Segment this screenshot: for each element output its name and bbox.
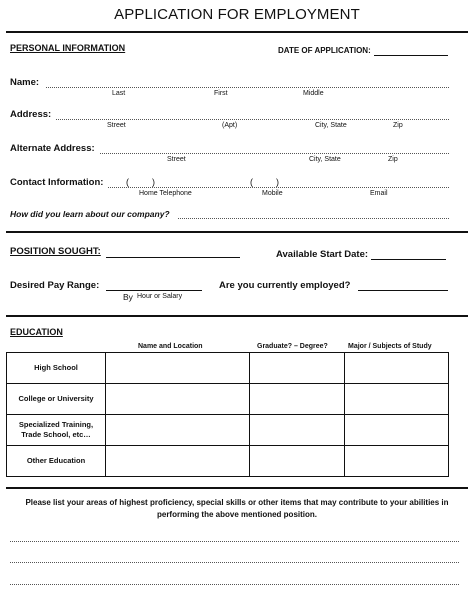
contact-info-label: Contact Information: xyxy=(10,177,104,188)
edu-cell-graduate-degree[interactable] xyxy=(250,446,345,477)
edu-cell-name-location[interactable] xyxy=(106,415,250,446)
skills-line-1[interactable] xyxy=(10,541,459,542)
desired-pay-range-field[interactable] xyxy=(106,290,202,291)
alt-address-sub-street: Street xyxy=(167,156,186,163)
available-start-date-field[interactable] xyxy=(371,259,446,260)
available-start-date-label: Available Start Date: xyxy=(276,249,369,260)
home-phone-area-close: ) xyxy=(152,177,155,187)
name-sub-middle: Middle xyxy=(303,90,324,97)
alternate-address-field[interactable] xyxy=(100,153,449,154)
desired-pay-range-label: Desired Pay Range: xyxy=(10,280,100,291)
contact-sub-mobile: Mobile xyxy=(262,190,283,197)
alt-address-sub-zip: Zip xyxy=(388,156,398,163)
referral-question: How did you learn about our company? xyxy=(10,209,170,219)
edu-row-label: High School xyxy=(7,353,106,384)
edu-cell-major-subjects[interactable] xyxy=(345,415,449,446)
address-sub-zip: Zip xyxy=(393,122,403,129)
education-heading: EDUCATION xyxy=(10,327,63,337)
position-sought-label: POSITION SOUGHT: xyxy=(10,246,101,257)
edu-cell-major-subjects[interactable] xyxy=(345,446,449,477)
address-field[interactable] xyxy=(56,119,449,120)
referral-field[interactable] xyxy=(178,218,449,219)
skills-line-3[interactable] xyxy=(10,584,459,585)
alternate-address-label: Alternate Address: xyxy=(10,143,95,154)
date-of-application-label: DATE OF APPLICATION: xyxy=(278,46,371,55)
address-sub-street: Street xyxy=(107,122,126,129)
section-divider-2 xyxy=(6,315,468,317)
table-row xyxy=(7,384,449,415)
mobile-area-open: ( xyxy=(250,177,253,187)
edu-cell-graduate-degree[interactable] xyxy=(250,384,345,415)
edu-row-label: College or University xyxy=(7,384,106,415)
currently-employed-field[interactable] xyxy=(358,290,448,291)
edu-row-label: Specialized Training, Trade School, etc… xyxy=(7,415,106,446)
position-sought-field[interactable] xyxy=(106,257,240,258)
name-label: Name: xyxy=(10,77,40,88)
pay-sub-by: By xyxy=(123,292,133,302)
table-row xyxy=(7,446,449,477)
mobile-area-close: ) xyxy=(276,177,279,187)
title-divider xyxy=(6,31,468,33)
contact-sub-home-telephone: Home Telephone xyxy=(139,190,192,197)
table-row xyxy=(7,415,449,446)
edu-cell-name-location[interactable] xyxy=(106,353,250,384)
name-sub-last: Last xyxy=(112,90,126,97)
address-sub-apt: (Apt) xyxy=(222,122,238,129)
name-field[interactable] xyxy=(46,87,449,88)
table-row xyxy=(7,353,449,384)
section-divider-1 xyxy=(6,231,468,233)
edu-col-major-subjects: Major / Subjects of Study xyxy=(348,343,432,350)
address-sub-city-state: City, State xyxy=(315,122,347,129)
edu-cell-graduate-degree[interactable] xyxy=(250,415,345,446)
form-title: APPLICATION FOR EMPLOYMENT xyxy=(114,6,360,23)
edu-cell-name-location[interactable] xyxy=(106,384,250,415)
contact-sub-email: Email xyxy=(370,190,388,197)
education-table xyxy=(6,352,449,477)
edu-cell-graduate-degree[interactable] xyxy=(250,353,345,384)
edu-col-graduate-degree: Graduate? – Degree? xyxy=(257,343,328,350)
date-of-application-field[interactable] xyxy=(374,55,448,56)
edu-cell-major-subjects[interactable] xyxy=(345,384,449,415)
currently-employed-label: Are you currently employed? xyxy=(219,280,351,291)
edu-col-name-location: Name and Location xyxy=(138,343,203,350)
edu-row-label: Other Education xyxy=(7,446,106,477)
name-sub-first: First xyxy=(214,90,228,97)
personal-info-heading: PERSONAL INFORMATION xyxy=(10,43,126,53)
edu-cell-major-subjects[interactable] xyxy=(345,353,449,384)
contact-info-field[interactable] xyxy=(108,187,449,188)
skills-prompt: Please list your areas of highest proficiency, special skills or other items that may contribute to your abilities in performing the above mentioned position. xyxy=(25,498,449,519)
address-label: Address: xyxy=(10,109,52,120)
section-divider-3 xyxy=(6,487,468,489)
edu-cell-name-location[interactable] xyxy=(106,446,250,477)
skills-line-2[interactable] xyxy=(10,562,459,563)
pay-sub-hour-or-salary: Hour or Salary xyxy=(137,293,183,300)
alt-address-sub-city-state: City, State xyxy=(309,156,341,163)
home-phone-area-open: ( xyxy=(126,177,129,187)
